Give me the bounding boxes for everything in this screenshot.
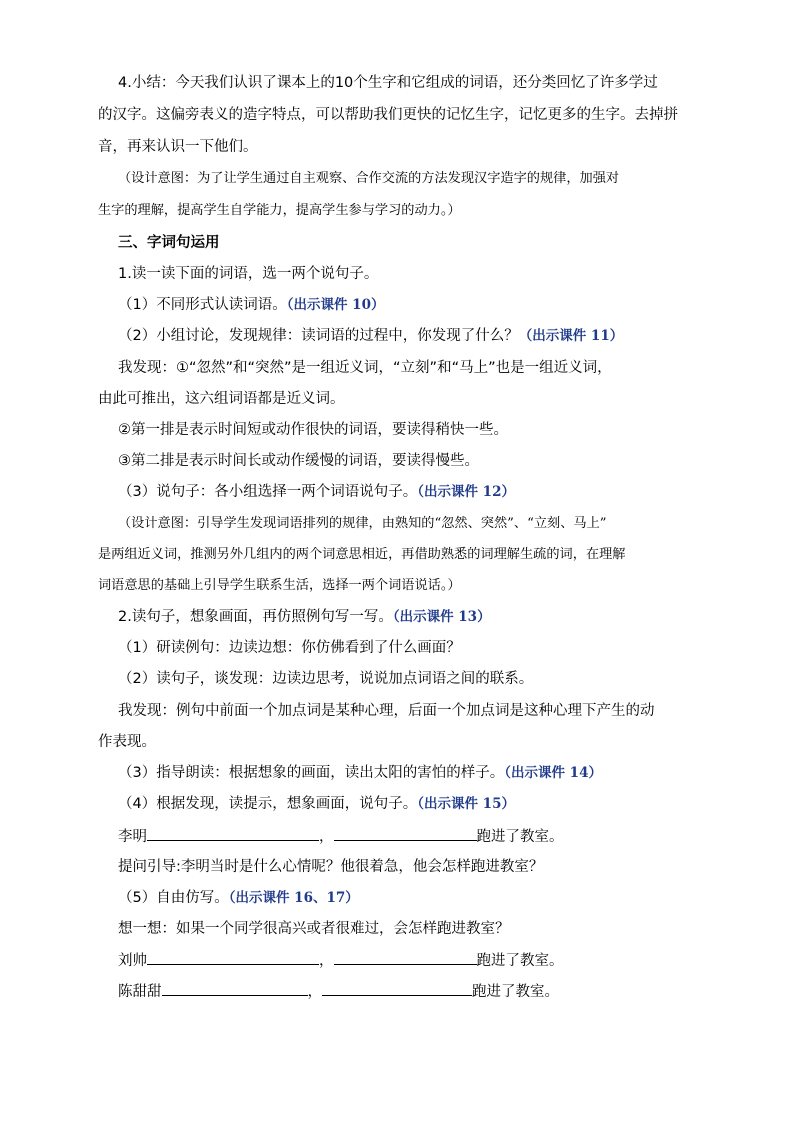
task-2-heading [118, 607, 491, 627]
step-text: 2.读句子，想象画面，再仿照例句写一写。 [118, 609, 393, 625]
step-text: （3）说句子：各小组选择一两个词语说句子。 [118, 484, 418, 500]
discovery-line-1: 我发现：①“忽然”和“突然”是一组近义词，“立刻”和“马上”也是一组近义词， [118, 360, 612, 376]
courseware-ref: （出示课件 12） [417, 484, 515, 500]
discovery-line-3: ②第一排是表示时间短或动作很快的词语，要读得稍快一些。 [118, 422, 508, 438]
fill-sentence-3 [118, 981, 559, 1002]
step-2-1: （1）研读例句：边读边想：你仿佛看到了什么画面？ [118, 640, 461, 656]
comma: ， [319, 953, 334, 969]
blank-line[interactable] [147, 950, 319, 965]
section-heading: 三、字词句运用 [118, 235, 220, 251]
fill-sentence-1 [118, 826, 564, 847]
step-1-3 [118, 482, 515, 502]
design-intent-2-line-2: 是两组近义词，推测另外几组内的两个词意思相近，再借助熟悉的词理解生疏的词，在理解 [98, 547, 626, 562]
design-intent-2-line-3: 词语意思的基础上引导学生联系生活，选择一两个词语说话。） [98, 578, 461, 593]
blank-line[interactable] [147, 826, 319, 841]
discovery-line-4: ③第二排是表示时间长或动作缓慢的词语，要读得慢些。 [118, 453, 479, 469]
prompt-line: 提问引导:李明当时是什么心情呢？他很着急，他会怎样跑进教室？ [118, 859, 544, 875]
blank-line[interactable] [322, 981, 472, 996]
courseware-ref: （出示课件 16、17） [228, 890, 359, 906]
comma: ， [307, 984, 322, 1000]
step-text: （1）不同形式认读词语。 [118, 297, 287, 313]
comma: ， [319, 829, 334, 845]
step-2-4 [118, 794, 515, 814]
think-line: 想一想：如果一个同学很高兴或者很难过，会怎样跑进教室？ [118, 921, 510, 937]
step-2-5 [118, 888, 359, 908]
sentence-subject: 陈甜甜 [118, 984, 162, 1000]
courseware-ref: （出示课件 13） [392, 609, 491, 625]
sentence-ending: 跑进了教室。 [476, 829, 564, 845]
courseware-ref: （出示课件 10） [286, 297, 385, 313]
step-text: （2）小组讨论，发现规律：读词语的过程中，你发现了什么？ [118, 328, 519, 344]
step-text: （4）根据发现，读提示，想象画面，说句子。 [118, 796, 418, 812]
step-text: （3）指导朗读：根据想象的画面，读出太阳的害怕的样子。 [118, 765, 505, 781]
step-2-3 [118, 763, 602, 783]
summary-line-3: 音，再来认识一下他们。 [98, 139, 258, 155]
discovery-line-2: 由此可推出，这六组词语都是近义词。 [98, 391, 345, 407]
step-text: （5）自由仿写。 [118, 890, 229, 906]
sentence-subject: 刘帅 [118, 953, 147, 969]
blank-line[interactable] [162, 981, 308, 996]
step-1-2 [118, 326, 623, 346]
courseware-ref: （出示课件 11） [518, 328, 624, 344]
fill-sentence-2 [118, 950, 564, 971]
summary-line-1: 4.小结：今天我们认识了课本上的10个生字和它组成的词语，还分类回忆了许多学过 [118, 75, 658, 91]
task-1-heading: 1.读一读下面的词语，选一两个说句子。 [118, 266, 379, 282]
summary-line-2: 的汉字。这偏旁表义的造字特点，可以帮助我们更快的记忆生字，记忆更多的生字。去掉拼 [98, 107, 678, 123]
design-intent-1-line-1: （设计意图：为了让学生通过自主观察、合作交流的方法发现汉字造字的规律，加强对 [118, 171, 620, 186]
sentence-ending: 跑进了教室。 [476, 953, 564, 969]
sentence-subject: 李明 [118, 829, 147, 845]
discovery-2-line-2: 作表现。 [98, 734, 156, 750]
design-intent-1-line-2: 生字的理解，提高学生自学能力，提高学生参与学习的动力。） [98, 203, 461, 218]
blank-line[interactable] [334, 826, 477, 841]
courseware-ref: （出示课件 15） [417, 796, 515, 812]
step-2-2: （2）读句子，谈发现：边读边思考，说说加点词语之间的联系。 [118, 671, 534, 687]
sentence-ending: 跑进了教室。 [472, 984, 559, 1000]
step-1-1 [118, 295, 384, 315]
blank-line[interactable] [334, 950, 477, 965]
discovery-2-line-1: 我发现：例句中前面一个加点词是某种心理，后面一个加点词是这种心理下产生的动 [118, 703, 655, 719]
courseware-ref: （出示课件 14） [504, 765, 602, 781]
design-intent-2-line-1: （设计意图：引导学生发现词语排列的规律，由熟知的“忽然、突然”、“立刻、马上” [118, 516, 607, 531]
